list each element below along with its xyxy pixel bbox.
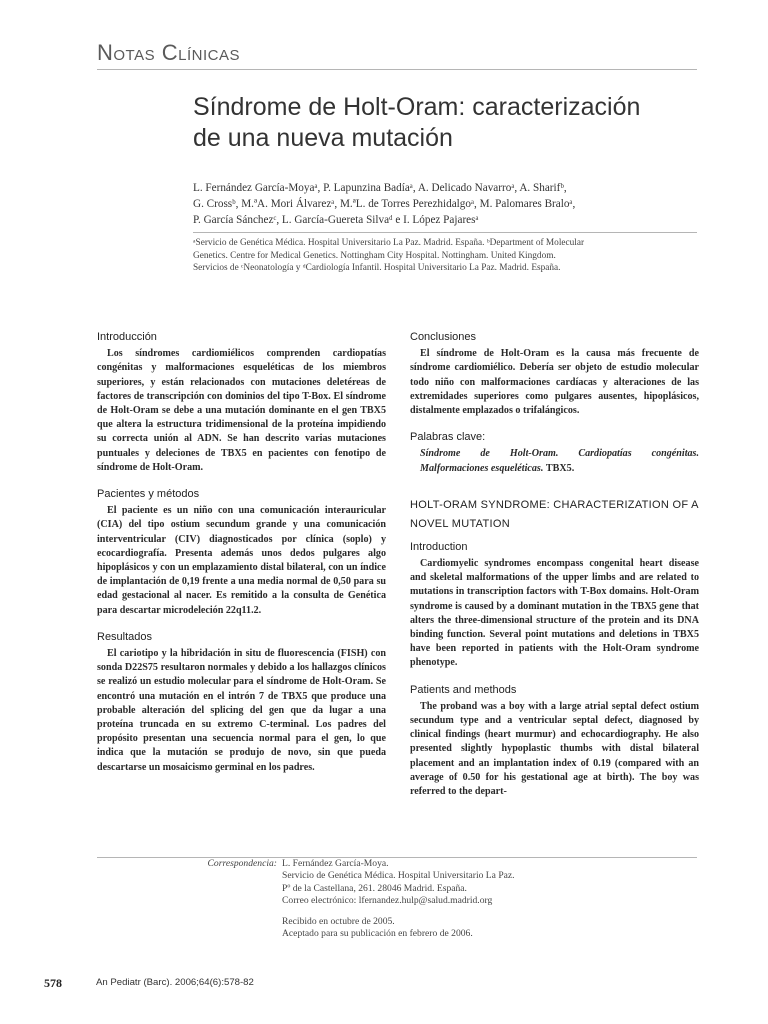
affiliation-line: Servicios de ᶜNeonatología y ᵈCardiología Infantil. Hospital Universitario La Paz. Madrid. España. (193, 263, 561, 273)
abstract-right-column (410, 330, 699, 799)
affiliation-line: Genetics. Centre for Medical Genetics. Nottingham City Hospital. Nottingham. United Kingdom. (193, 250, 556, 261)
en-methods-paragraph: The proband was a boy with a large atrial septal defect ostium secundum type and a ventricular septal defect, diagnosed by clinical findings (heart murmur) and echocardiography. He also presented slightly hypoplastic thumbs with distal bilateral placement and an implantation index of 0.19 (compared with an average of 0.50 for his gestational age at birth). The boy was referred to the depart- (410, 700, 699, 798)
conclusions-heading: Conclusiones (410, 331, 477, 343)
en-methods-heading: Patients and methods (410, 683, 517, 696)
authors-rule (193, 232, 697, 233)
author-line: P. García Sánchezᶜ, L. García-Guereta Silvaᵈ e I. López Pajaresᵃ (193, 214, 479, 226)
abstract-left-column (97, 330, 386, 775)
keywords-paragraph (410, 447, 699, 475)
results-heading: Resultados (97, 630, 153, 643)
methods-paragraph: El paciente es un niño con una comunicación interauricular (CIA) del tipo ostium secundum grande y una comunicación interventricular (CIV) diagnosticados por clínica (soplo) y ecocardiografía. Presenta además unos dedos pulgares algo hipoplásicos y con un emplazamiento distal bilateral, con un índice de implantación de 0,19 frente a una media normal de 0,50 para su edad gestacional al nacer. Es remitido a la consulta de Genética para descartar microdeleción 22q11.2. (97, 505, 386, 616)
correspondence-details (282, 858, 682, 941)
received-date: Recibido en octubre de 2005. (282, 916, 395, 928)
affiliations (193, 237, 713, 275)
keywords-heading: Palabras clave: (410, 431, 486, 444)
intro-heading: Introducción (97, 331, 157, 343)
author-list (193, 180, 713, 228)
keywords-text: Síndrome de Holt-Oram. Cardiopatías congénitas. Malformaciones esqueléticas. (420, 448, 699, 474)
methods-heading: Pacientes y métodos (97, 488, 200, 501)
en-intro-heading: Introduction (410, 540, 468, 553)
author-line: L. Fernández García-Moyaᵃ, P. Lapunzina Badíaᵃ, A. Delicado Navarroᵃ, A. Sharifᵇ, (193, 182, 567, 194)
affiliation-line: ᵃServicio de Genética Médica. Hospital Universitario La Paz. Madrid. España. ᵇDepartment of Molecular (193, 238, 585, 248)
correspondence-label: Correspondencia: (207, 858, 277, 869)
journal-citation: An Pediatr (Barc). 2006;64(6):578-82 (96, 977, 254, 988)
conclusions-paragraph: El síndrome de Holt-Oram es la causa más frecuente de síndrome cardiomiélico. Debería ser objeto de estudio molecular todo niño con malformaciones cardíacas y alteraciones de las extremidades superiores como pulgares ausentes, hipoplásicos, distalmente emplazados o trifalángicos. (410, 348, 699, 417)
intro-paragraph: Los síndromes cardiomiélicos comprenden cardiopatías congénitas y malformaciones esqueléticas de los miembros superiores, y están relacionados con mutaciones deletéreas de factores de transcripción con dominios del tipo T-Box. El síndrome de Holt-Oram se debe a una mutación dominante en el gen TBX5 que altera la estructura tridimensional de la proteína impidiendo su correcta unión al ADN. Se han descrito varias mutaciones puntuales y deleciones de TBX5 en pacientes con fenotipo de síndrome de Holt-Oram. (97, 348, 386, 473)
results-paragraph: El cariotipo y la hibridación in situ de fluorescencia (FISH) con sonda D22S75 resultaron normales y debido a los hallazgos clínicos se realizó un estudio molecular para el síndrome de Holt-Oram. Se encontró una mutación en el intrón 7 de TBX5 que produce una probable alteración del splicing del gen que da lugar a una proteína truncada en su extremo C-terminal. Los padres del propósito presentan una secuencia normal para el gen, lo que indica que la mutación se produjo de novo, sin que pueda descartarse un mosaicismo germinal en los padres. (97, 648, 386, 773)
title-line-2: de una nueva mutación (193, 124, 453, 152)
correspondence-line: Servicio de Genética Médica. Hospital Universitario La Paz. (282, 870, 515, 882)
author-line: G. Crossᵇ, M.ªA. Mori Álvarezᵃ, M.ªL. de Torres Perezhidalgoᵃ, M. Palomares Braloᵃ, (193, 198, 576, 210)
correspondence-name: L. Fernández García-Moya. (282, 858, 389, 869)
section-heading: Notas Clínicas (97, 40, 240, 65)
en-intro-paragraph: Cardiomyelic syndromes encompass congenital heart disease and skeletal malformations of the upper limbs and are related to mutations in transcription factors with T-Box domains. Holt-Oram syndrome is caused by a dominant mutation in the TBX5 gene that alters the three-dimensional structure of the protein and its DNA binding function. Several point mutations and deletions in TBX5 have been reported in patients with the Holt-Oram syndrome phenotype. (410, 558, 699, 669)
english-title: HOLT-ORAM SYNDROME: CHARACTERIZATION OF A NOVEL MUTATION (410, 498, 699, 530)
article-title (193, 92, 713, 154)
correspondence-line: Pº de la Castellana, 261. 28046 Madrid. España. (282, 882, 467, 894)
header-rule (97, 69, 697, 70)
correspondence-email[interactable]: Correo electrónico: lfernandez.hulp@salud.madrid.org (282, 894, 493, 906)
keywords-gene: TBX5. (545, 462, 575, 474)
accepted-date: Aceptado para su publicación en febrero de 2006. (282, 928, 473, 940)
page-number: 578 (44, 976, 62, 990)
title-line-1: Síndrome de Holt-Oram: caracterización (193, 93, 641, 121)
